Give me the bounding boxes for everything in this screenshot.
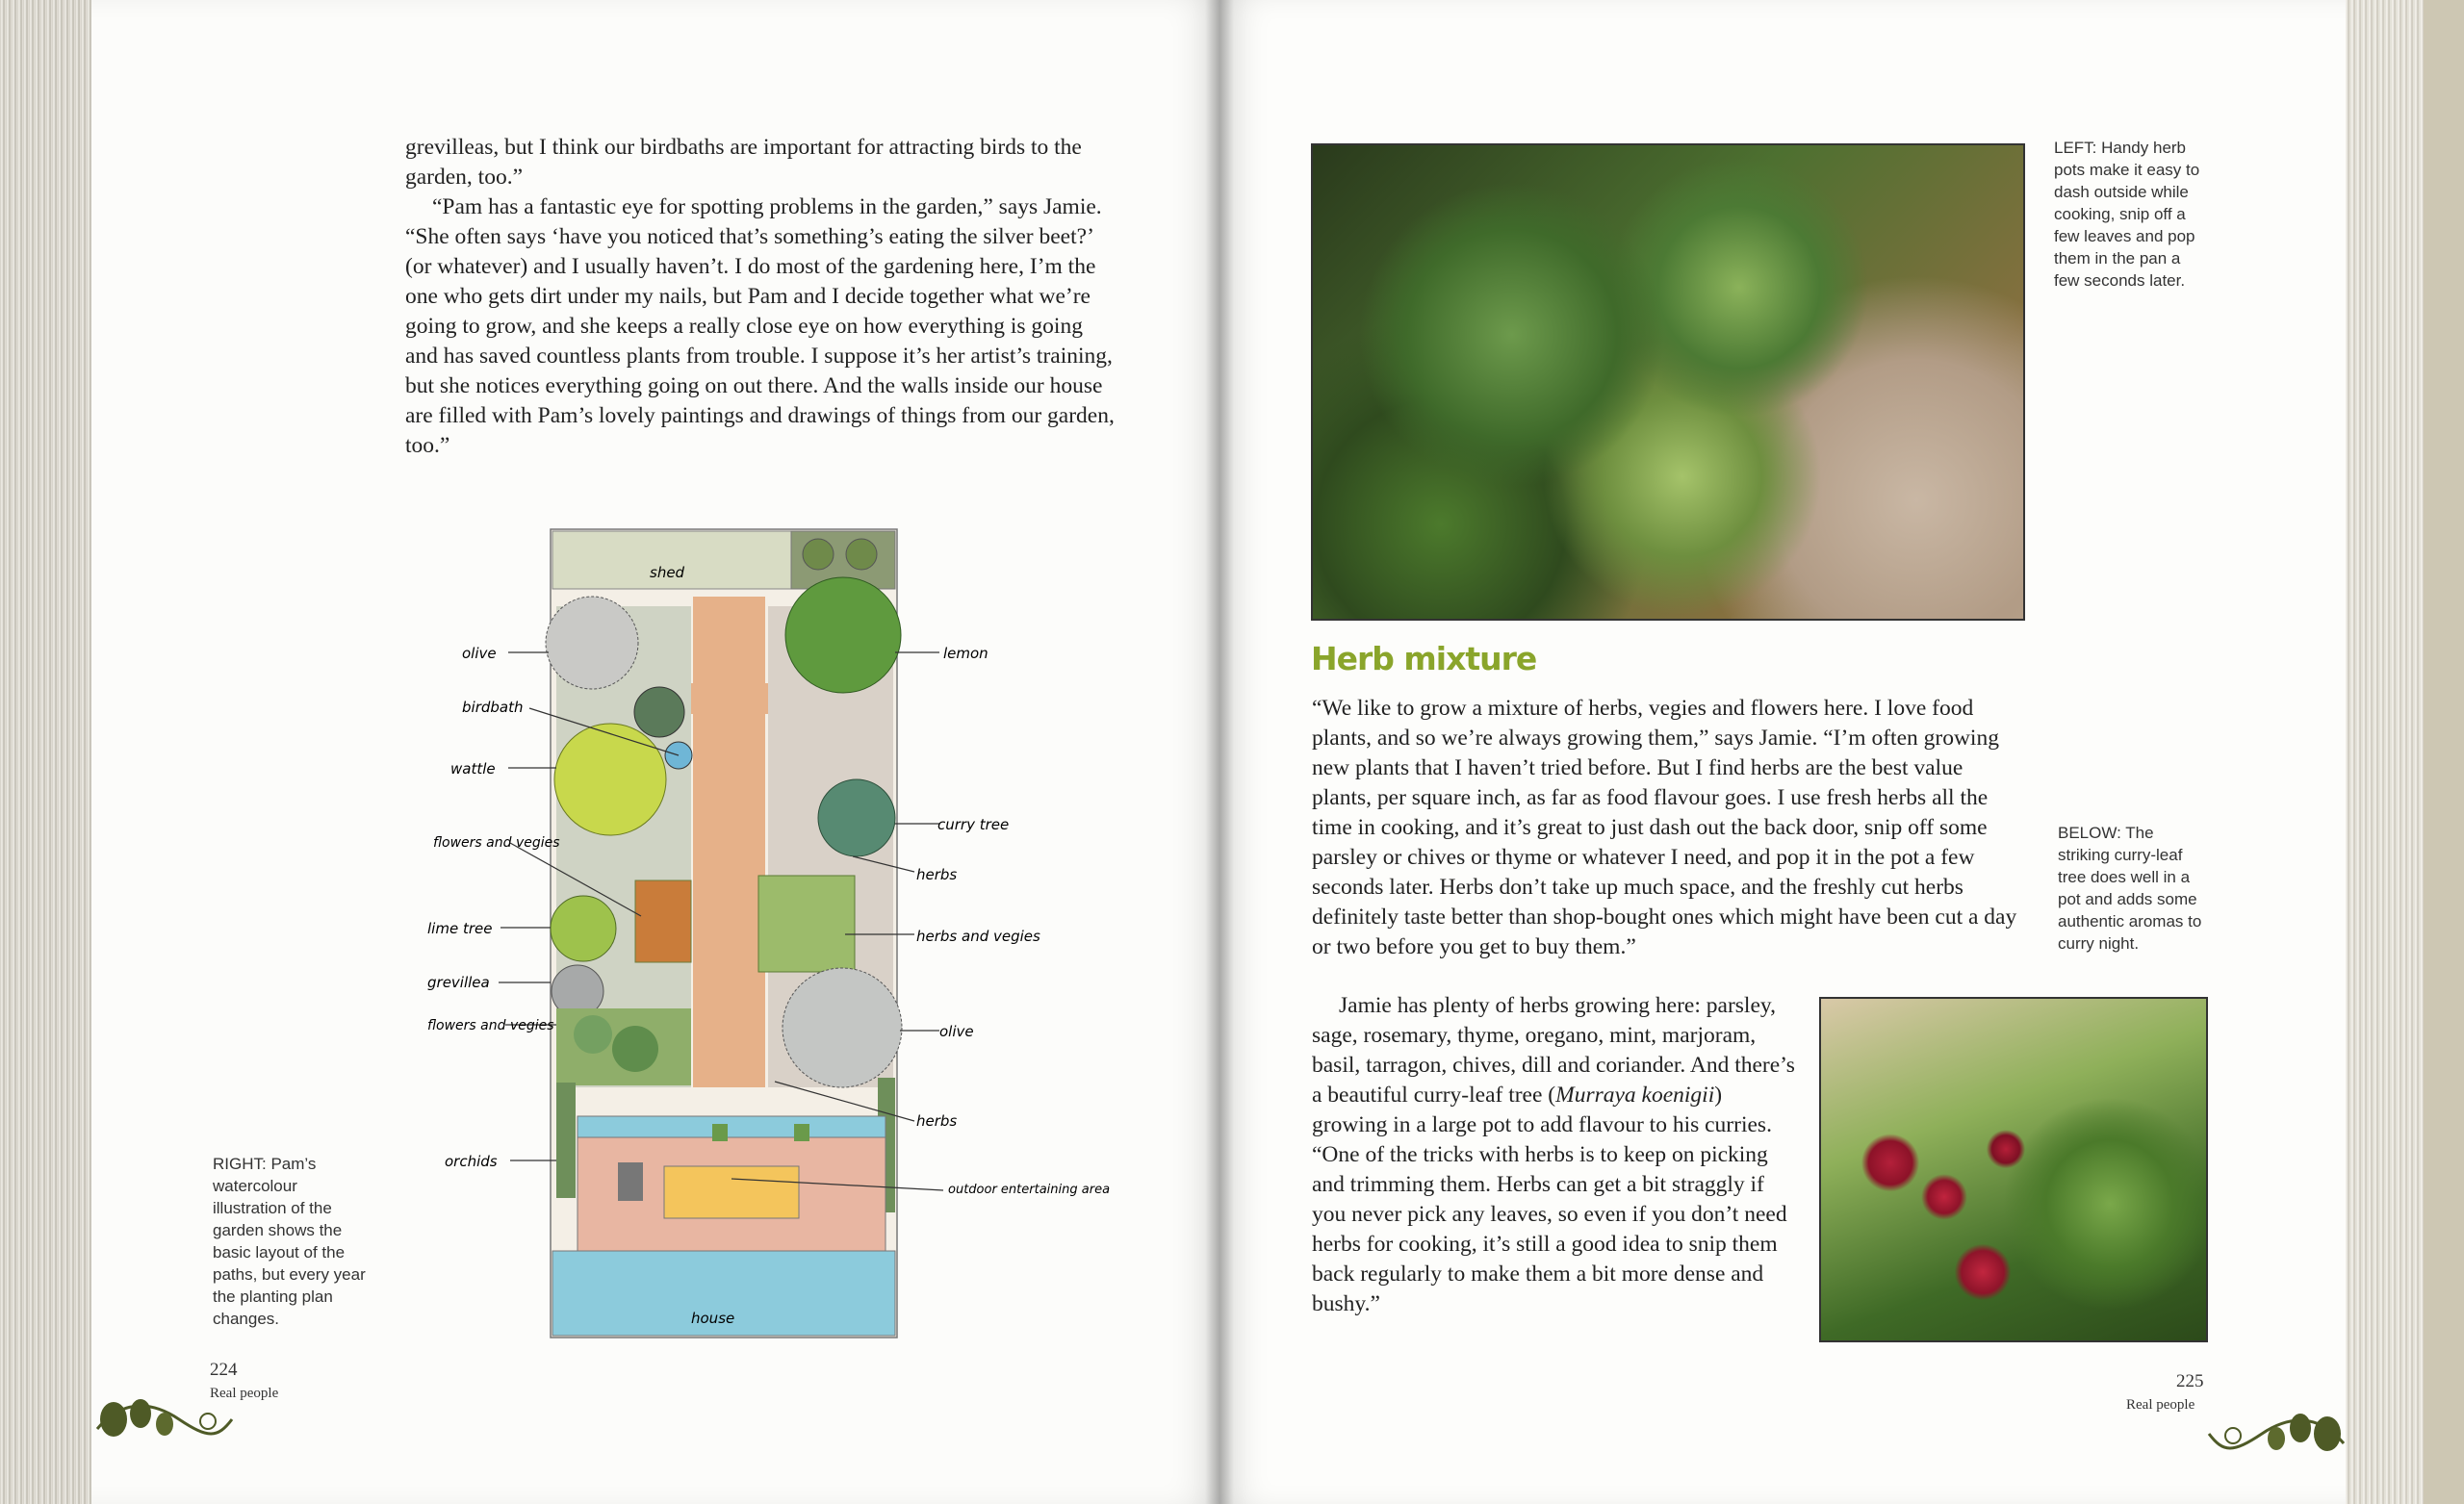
herb-pots-photo: [1311, 143, 2025, 621]
paragraph-2-botanical-name: Murraya koenigii: [1555, 1083, 1715, 1108]
plan-label-orchids: orchids: [445, 1153, 498, 1170]
right-paragraph-2: [1312, 991, 1803, 1319]
right-paragraph-1: “We like to grow a mixture of herbs, vegies and flowers here. I love food plants, and so we’re always growing them,” says Jamie. “I’m often growing new plants that I haven’t tried before. But I find herbs are the best value plants, per square inch, as far as food flavour goes. I use fresh herbs all the time in cooking, and it’s great to just dash out the back door, snip off some parsley or chives or thyme or whatever I need, and pop it in the pot a few seconds later. Herbs don’t take up much space, and the freshly cut herbs definitely taste better than shop-bought ones which might have been cut a day or two before you get to buy them.”: [1312, 696, 2017, 959]
plan-label-wattle: wattle: [450, 760, 496, 777]
left-body-text: [405, 133, 1117, 461]
left-caption: RIGHT: Pam’s watercolour illustration of the garden shows the basic layout of the paths, but every year the planting plan changes.: [213, 1155, 366, 1328]
top-right-caption: LEFT: Handy herb pots make it easy to dash outside while cooking, snip off a few leaves and pop them in the pan a few seconds later.: [2054, 139, 2200, 290]
plan-label-herbs-bottom: herbs: [916, 1112, 958, 1130]
left-page-number: 224: [210, 1360, 238, 1380]
plan-label-olive-bottom: olive: [939, 1023, 974, 1040]
paragraph-2-part-2: ) growing in a large pot to add flavour to his curries. “One of the tricks with herbs is to keep on picking and trimming them. Herbs can get a bit straggly if you never pick any leaves, so even if you don’t need herbs for cooking, it’s still a good idea to snip them back regularly to make them a bit more dense and bushy.”: [1312, 1083, 1787, 1316]
plan-label-herbs-and-vegies: herbs and vegies: [916, 928, 1040, 945]
plan-label-lemon: lemon: [943, 645, 988, 662]
garden-plan-illustration: [404, 520, 1111, 1347]
right-section-label: Real people: [2126, 1397, 2195, 1413]
plan-label-lime-tree: lime tree: [427, 920, 493, 937]
plan-label-shed: shed: [650, 564, 685, 581]
plan-label-house: house: [691, 1310, 735, 1327]
plan-label-olive-top: olive: [462, 645, 497, 662]
plan-label-flowers-vegies-top: flowers and vegies: [433, 835, 560, 851]
below-caption: BELOW: The striking curry-leaf tree does well in a pot and adds some authentic aromas to curry night.: [2058, 824, 2202, 953]
book-gutter: [1205, 0, 1234, 1504]
left-paragraph-1: grevilleas, but I think our birdbaths are important for attracting birds to the garden, too.”: [405, 135, 1082, 190]
plan-label-flowers-vegies-bottom: flowers and vegies: [427, 1018, 554, 1033]
paragraph-2-part-1: Jamie has plenty of herbs growing here: parsley, sage, rosemary, thyme, oregano, mint, marjoram, basil, tarragon, chives, dill and coriander. And there’s a beautiful curry-leaf tree (: [1312, 993, 1795, 1108]
plan-label-herbs-top: herbs: [916, 866, 958, 883]
section-heading: Herb mixture: [1311, 640, 1537, 677]
left-section-label: Real people: [210, 1386, 279, 1401]
vine-ornament-left: [92, 1390, 237, 1448]
plan-label-curry-tree: curry tree: [937, 816, 1010, 833]
plan-label-birdbath: birdbath: [462, 699, 524, 716]
right-page-number: 225: [2176, 1371, 2204, 1391]
curry-leaf-tree-photo: [1819, 997, 2208, 1342]
plan-label-outdoor-entertaining: outdoor entertaining area: [948, 1183, 1111, 1197]
plan-label-grevillea: grevillea: [427, 974, 490, 991]
vine-ornament-right: [2204, 1405, 2348, 1463]
left-paragraph-2: “Pam has a fantastic eye for spotting problems in the garden,” says Jamie. “She often says ‘have you noticed that’s something’s eating the silver beet?’ (or whatever) and I usually haven’t. I do most of the gardening here, I’m the one who gets dirt under my nails, but Pam and I decide together what we’re going to grow, and she keeps a really close eye on how everything is going and has saved countless plants from trouble. I suppose it’s her artist’s training, but she notices everything going on out there. And the walls inside our house are filled with Pam’s lovely paintings and drawings of things from our garden, too.”: [405, 194, 1115, 458]
